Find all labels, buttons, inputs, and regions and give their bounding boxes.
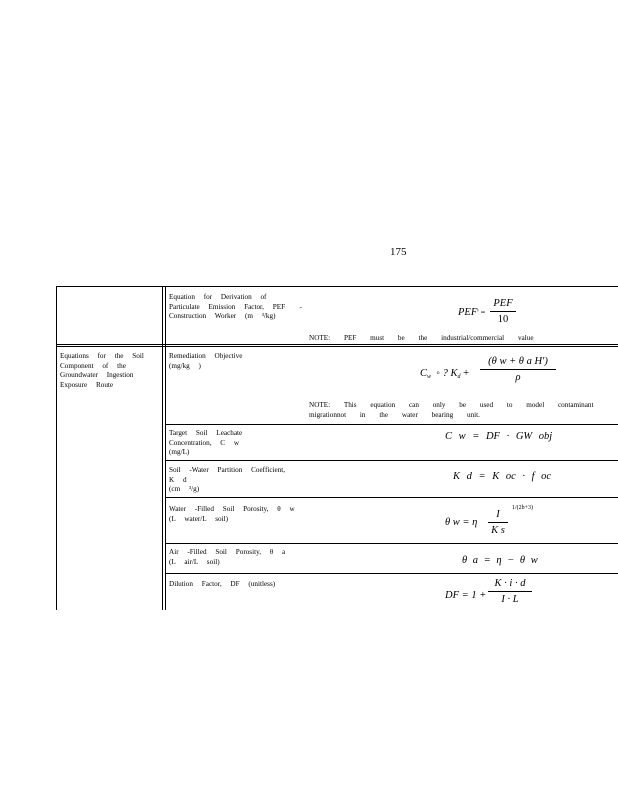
water-porosity-equation-fraction: I K s: [488, 509, 508, 536]
leachate-label: Target Soil Leachate Concentration, C w (mg/L): [169, 429, 243, 456]
water-porosity-label: Water -Filled Soil Porosity, θ w (L water/L soil): [169, 505, 295, 523]
page-number: 175: [390, 246, 407, 258]
section-label: Equations for the Soil Component of the Groundwater Ingestion Exposure Route: [60, 352, 144, 389]
remediation-equation-lhs: $C_w$ ◦ ? $K_d$ +: [420, 368, 470, 380]
dilution-equation-fraction: K · i · d I · L: [488, 578, 532, 605]
partition-label: Soil -Water Partition Coefficient, K d (cm ³/g): [169, 466, 286, 493]
water-porosity-exponent: 1/(2b+3): [512, 505, 534, 511]
pef-note: NOTE: PEF must be the industrial/commercial value: [309, 334, 534, 342]
remediation-label: Remediation Objective (mg/kg ): [169, 352, 243, 370]
dilution-equation-lhs: DF = 1 +: [445, 590, 487, 601]
partition-equation: K d = K oc · f oc: [453, 471, 552, 482]
pef-equation-lhs: PEF' =: [458, 307, 486, 318]
air-porosity-label: Air -Filled Soil Porosity, θ a (L air/L soil): [169, 548, 286, 566]
leachate-equation: C w = DF · GW obj: [445, 431, 553, 442]
pef-label: Equation for Derivation of Particulate Emission Factor, PEF  - Construction Worker (m ³/kg): [169, 293, 302, 320]
water-porosity-equation-lhs: θ w = η: [445, 517, 478, 528]
pef-equation-fraction: PEF 10: [490, 298, 516, 325]
remediation-equation-fraction: (θ w + θ a H′) ρ: [480, 356, 556, 383]
remediation-note: NOTE: This equation can only be used to model contaminant migrationnot in the water bearing unit.: [309, 401, 594, 419]
air-porosity-equation: θ a = η − θ w: [462, 555, 538, 566]
dilution-label: Dilution Factor, DF (unitless): [169, 580, 276, 588]
